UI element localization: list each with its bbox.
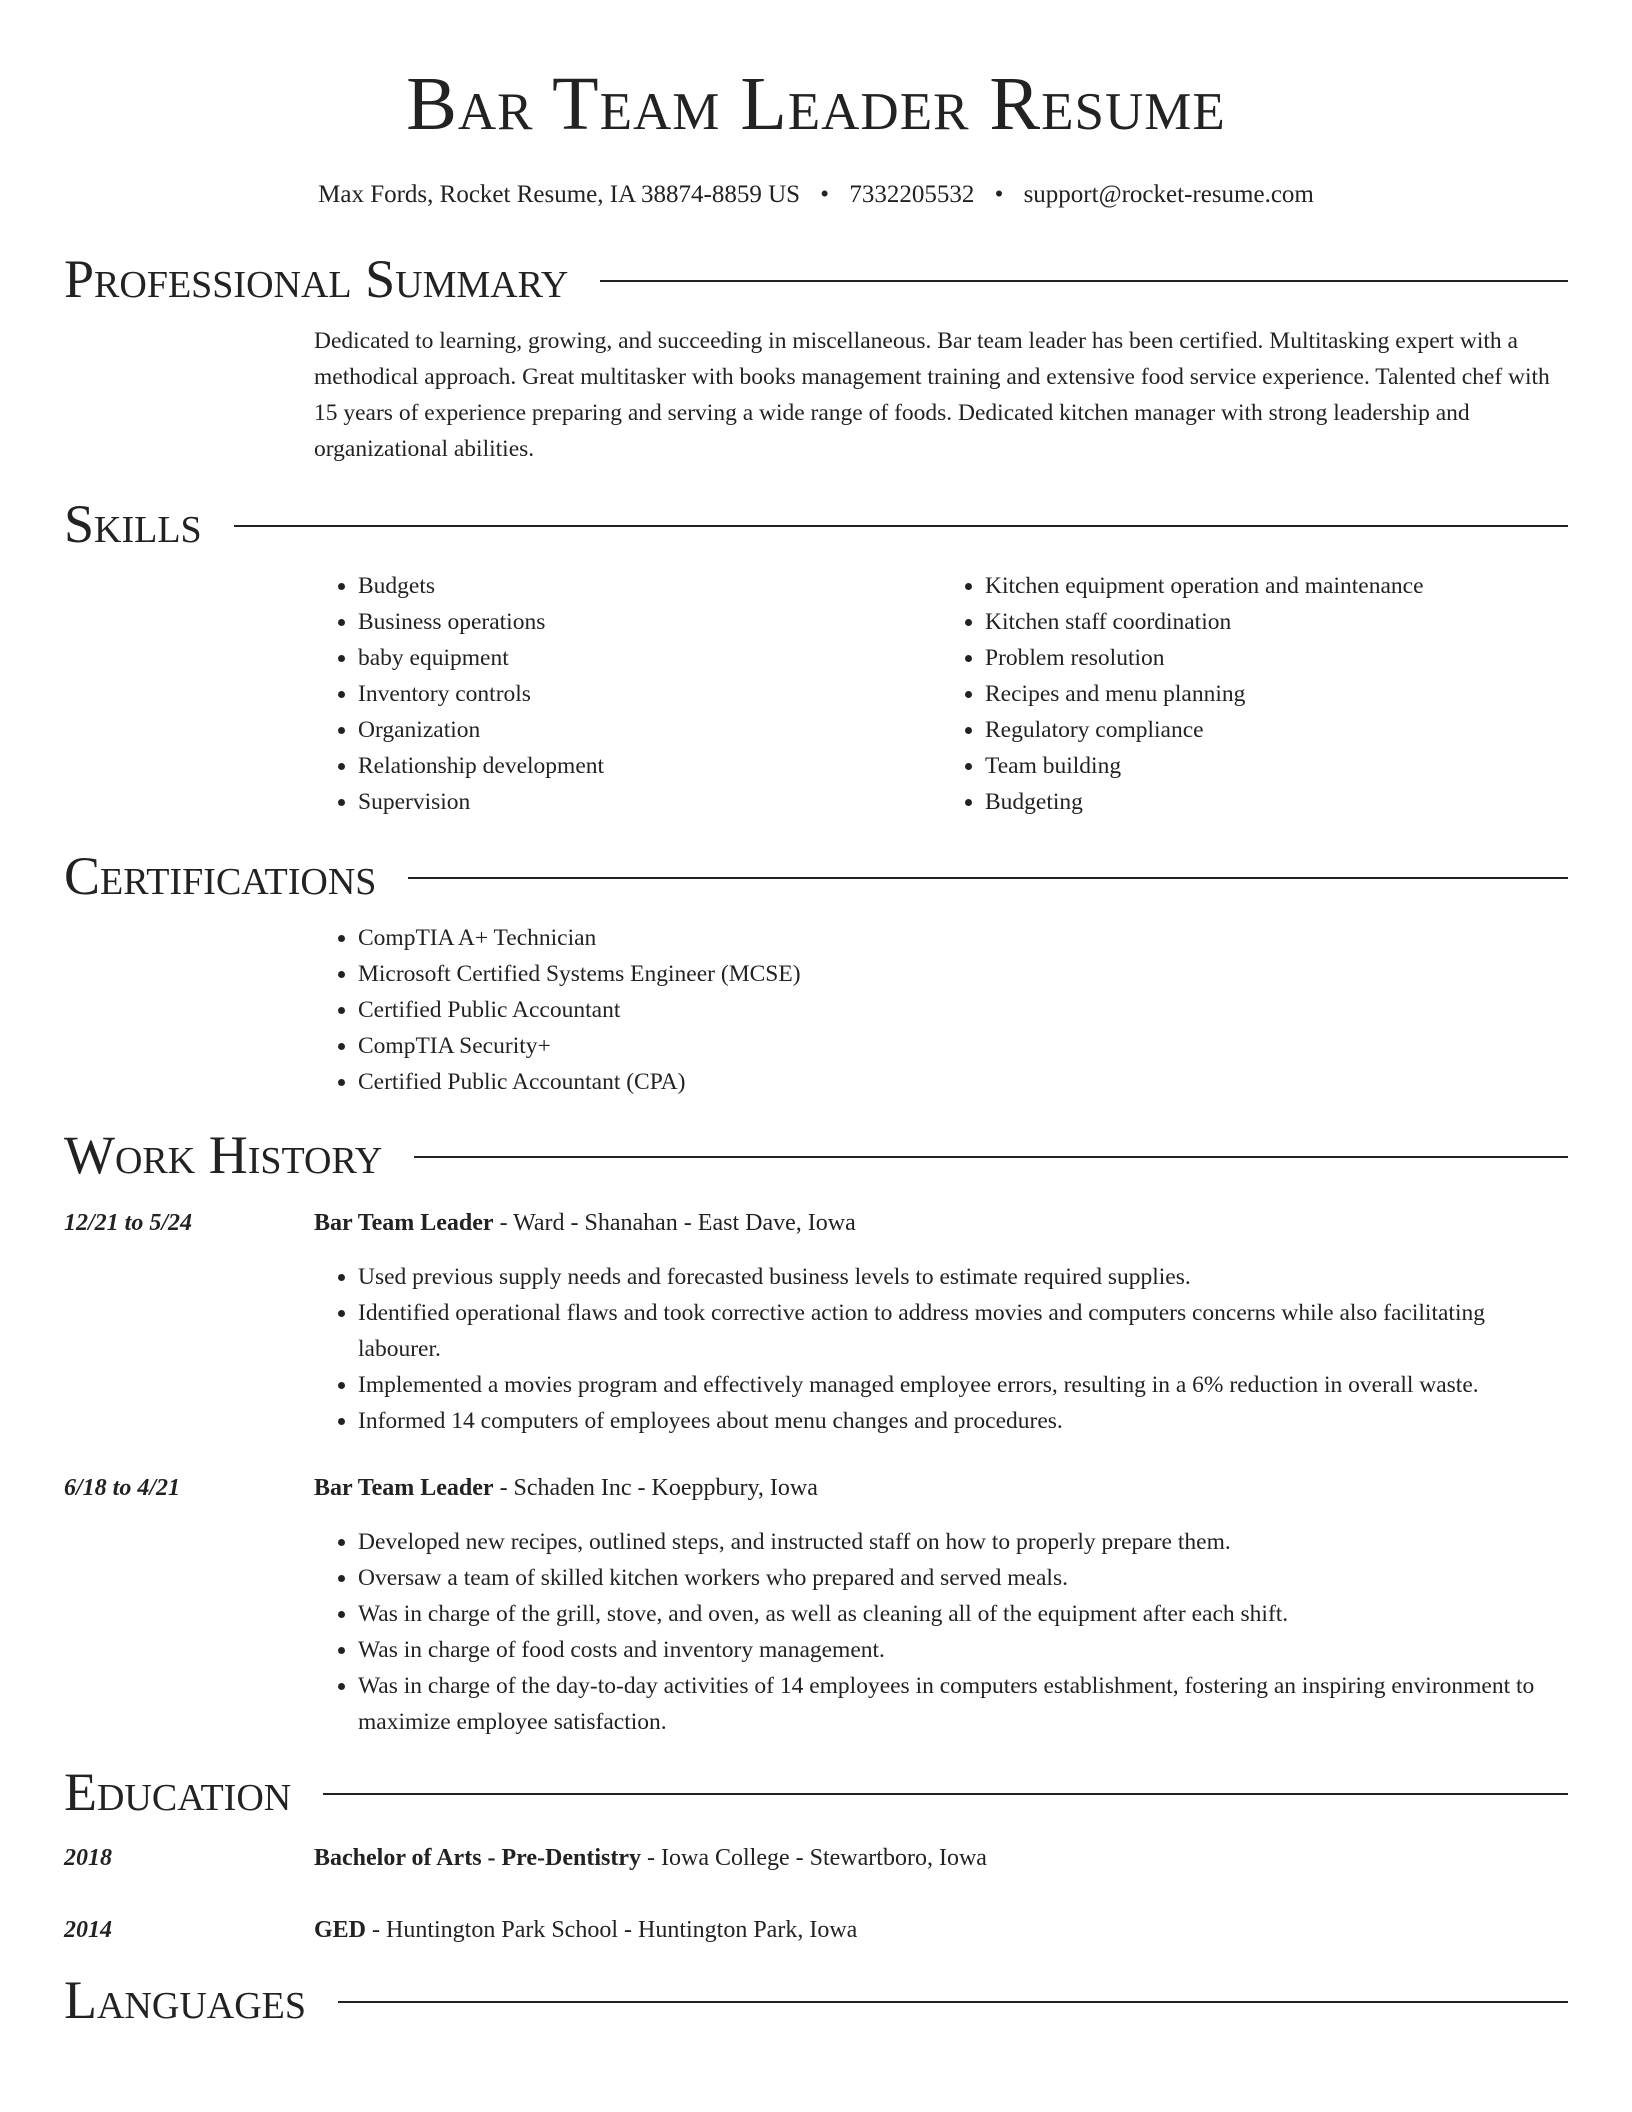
skill-item: • Kitchen equipment operation and maintenance	[985, 568, 1568, 604]
summary-section-header	[64, 249, 1568, 309]
skill-item: • Budgeting	[985, 784, 1568, 820]
skill-item: • Problem resolution	[985, 640, 1568, 676]
certification-item: • CompTIA Security+	[358, 1028, 1568, 1064]
job-bullets	[314, 1259, 1568, 1439]
certifications-heading: Certifications	[64, 846, 377, 906]
languages-section-header	[64, 1970, 1568, 2030]
certifications-section-header	[64, 846, 1568, 906]
certification-item: • CompTIA A+ Technician	[358, 920, 1568, 956]
education-entry	[64, 1840, 1568, 1876]
skill-item: • Budgets	[358, 568, 941, 604]
job-details: - Ward - Shanahan - East Dave, Iowa	[493, 1210, 856, 1236]
summary-body	[314, 323, 1568, 467]
languages-heading: Languages	[64, 1970, 306, 2030]
job-bullet: • Implemented a movies program and effectively managed employee errors, resulting in a 6% reduction in overall waste.	[358, 1367, 1568, 1403]
certifications-list	[314, 920, 1568, 1100]
education-section-header	[64, 1762, 1568, 1822]
section-divider	[323, 1793, 1568, 1795]
job-dates: 6/18 to 4/21	[64, 1475, 181, 1501]
contact-separator: •	[820, 181, 830, 208]
job-dates: 12/21 to 5/24	[64, 1210, 193, 1236]
job-bullet: • Was in charge of the grill, stove, and oven, as well as cleaning all of the equipment after each shift.	[358, 1596, 1568, 1632]
certification-item: • Certified Public Accountant	[358, 992, 1568, 1028]
section-divider	[414, 1156, 1568, 1158]
contact-email: support@rocket-resume.com	[1023, 181, 1314, 208]
education-details: - Huntington Park School - Huntington Park, Iowa	[366, 1917, 858, 1943]
contact-address: Max Fords, Rocket Resume, IA 38874-8859 US	[318, 181, 801, 208]
work-section-header	[64, 1125, 1568, 1185]
skills-section-header	[64, 494, 1568, 554]
summary-heading: Professional Summary	[64, 249, 569, 309]
job-headline	[314, 1205, 1568, 1241]
job-title: Bar Team Leader	[314, 1475, 494, 1501]
job-bullet: • Developed new recipes, outlined steps, and instructed staff on how to properly prepare them.	[358, 1524, 1568, 1560]
summary-text: Dedicated to learning, growing, and succeeding in miscellaneous. Bar team leader has been certified. Multitasking expert with a methodical approach. Great multitasker with books management training and extensive food service experience. Talented chef with 15 years of experience preparing and serving a wide range of foods. Dedicated kitchen manager with strong leadership and organizational abilities.	[314, 328, 1550, 462]
skill-item: • Recipes and menu planning	[985, 676, 1568, 712]
job-bullet: • Was in charge of food costs and inventory management.	[358, 1632, 1568, 1668]
skill-item: • Regulatory compliance	[985, 712, 1568, 748]
job-entry	[64, 1470, 1568, 1506]
work-heading: Work History	[64, 1125, 383, 1185]
section-divider	[338, 2001, 1568, 2003]
job-bullets	[314, 1524, 1568, 1740]
education-year: 2014	[64, 1917, 112, 1943]
section-divider	[234, 525, 1568, 527]
education-details: - Iowa College - Stewartboro, Iowa	[641, 1845, 987, 1871]
education-headline	[314, 1912, 1568, 1948]
job-headline	[314, 1470, 1568, 1506]
certification-item: • Microsoft Certified Systems Engineer (MCSE)	[358, 956, 1568, 992]
job-bullet: • Informed 14 computers of employees about menu changes and procedures.	[358, 1403, 1568, 1439]
skill-item: • Organization	[358, 712, 941, 748]
skill-item: • Kitchen staff coordination	[985, 604, 1568, 640]
skills-column-right	[941, 568, 1568, 820]
job-entry	[64, 1205, 1568, 1241]
job-bullet: • Oversaw a team of skilled kitchen workers who prepared and served meals.	[358, 1560, 1568, 1596]
section-divider	[408, 877, 1568, 879]
education-degree: GED	[314, 1917, 367, 1943]
education-year: 2018	[64, 1845, 112, 1871]
job-bullet: • Identified operational flaws and took corrective action to address movies and computers concerns while also facilitating labourer.	[358, 1295, 1568, 1367]
skill-item: • Business operations	[358, 604, 941, 640]
education-degree: Bachelor of Arts - Pre-Dentistry	[314, 1845, 642, 1871]
skill-item: • Supervision	[358, 784, 941, 820]
education-entry	[64, 1912, 1568, 1948]
contact-separator: •	[994, 181, 1004, 208]
job-bullet: • Used previous supply needs and forecasted business levels to estimate required supplies.	[358, 1259, 1568, 1295]
job-bullet: • Was in charge of the day-to-day activities of 14 employees in computers establishment, fostering an inspiring environment to maximize employee satisfaction.	[358, 1668, 1568, 1740]
page-title: Bar Team Leader Resume	[406, 62, 1226, 146]
section-divider	[600, 280, 1568, 282]
skill-item: • Relationship development	[358, 748, 941, 784]
skill-item: • baby equipment	[358, 640, 941, 676]
education-heading: Education	[64, 1762, 292, 1822]
skill-item: • Inventory controls	[358, 676, 941, 712]
contact-line	[64, 178, 1568, 212]
job-title: Bar Team Leader	[314, 1210, 494, 1236]
skills-heading: Skills	[64, 494, 202, 554]
education-headline	[314, 1840, 1568, 1876]
job-details: - Schaden Inc - Koeppbury, Iowa	[493, 1475, 818, 1501]
skills-list	[314, 568, 1568, 820]
certification-item: • Certified Public Accountant (CPA)	[358, 1064, 1568, 1100]
skill-item: • Team building	[985, 748, 1568, 784]
contact-phone: 7332205532	[849, 181, 975, 208]
skills-column-left	[314, 568, 941, 820]
